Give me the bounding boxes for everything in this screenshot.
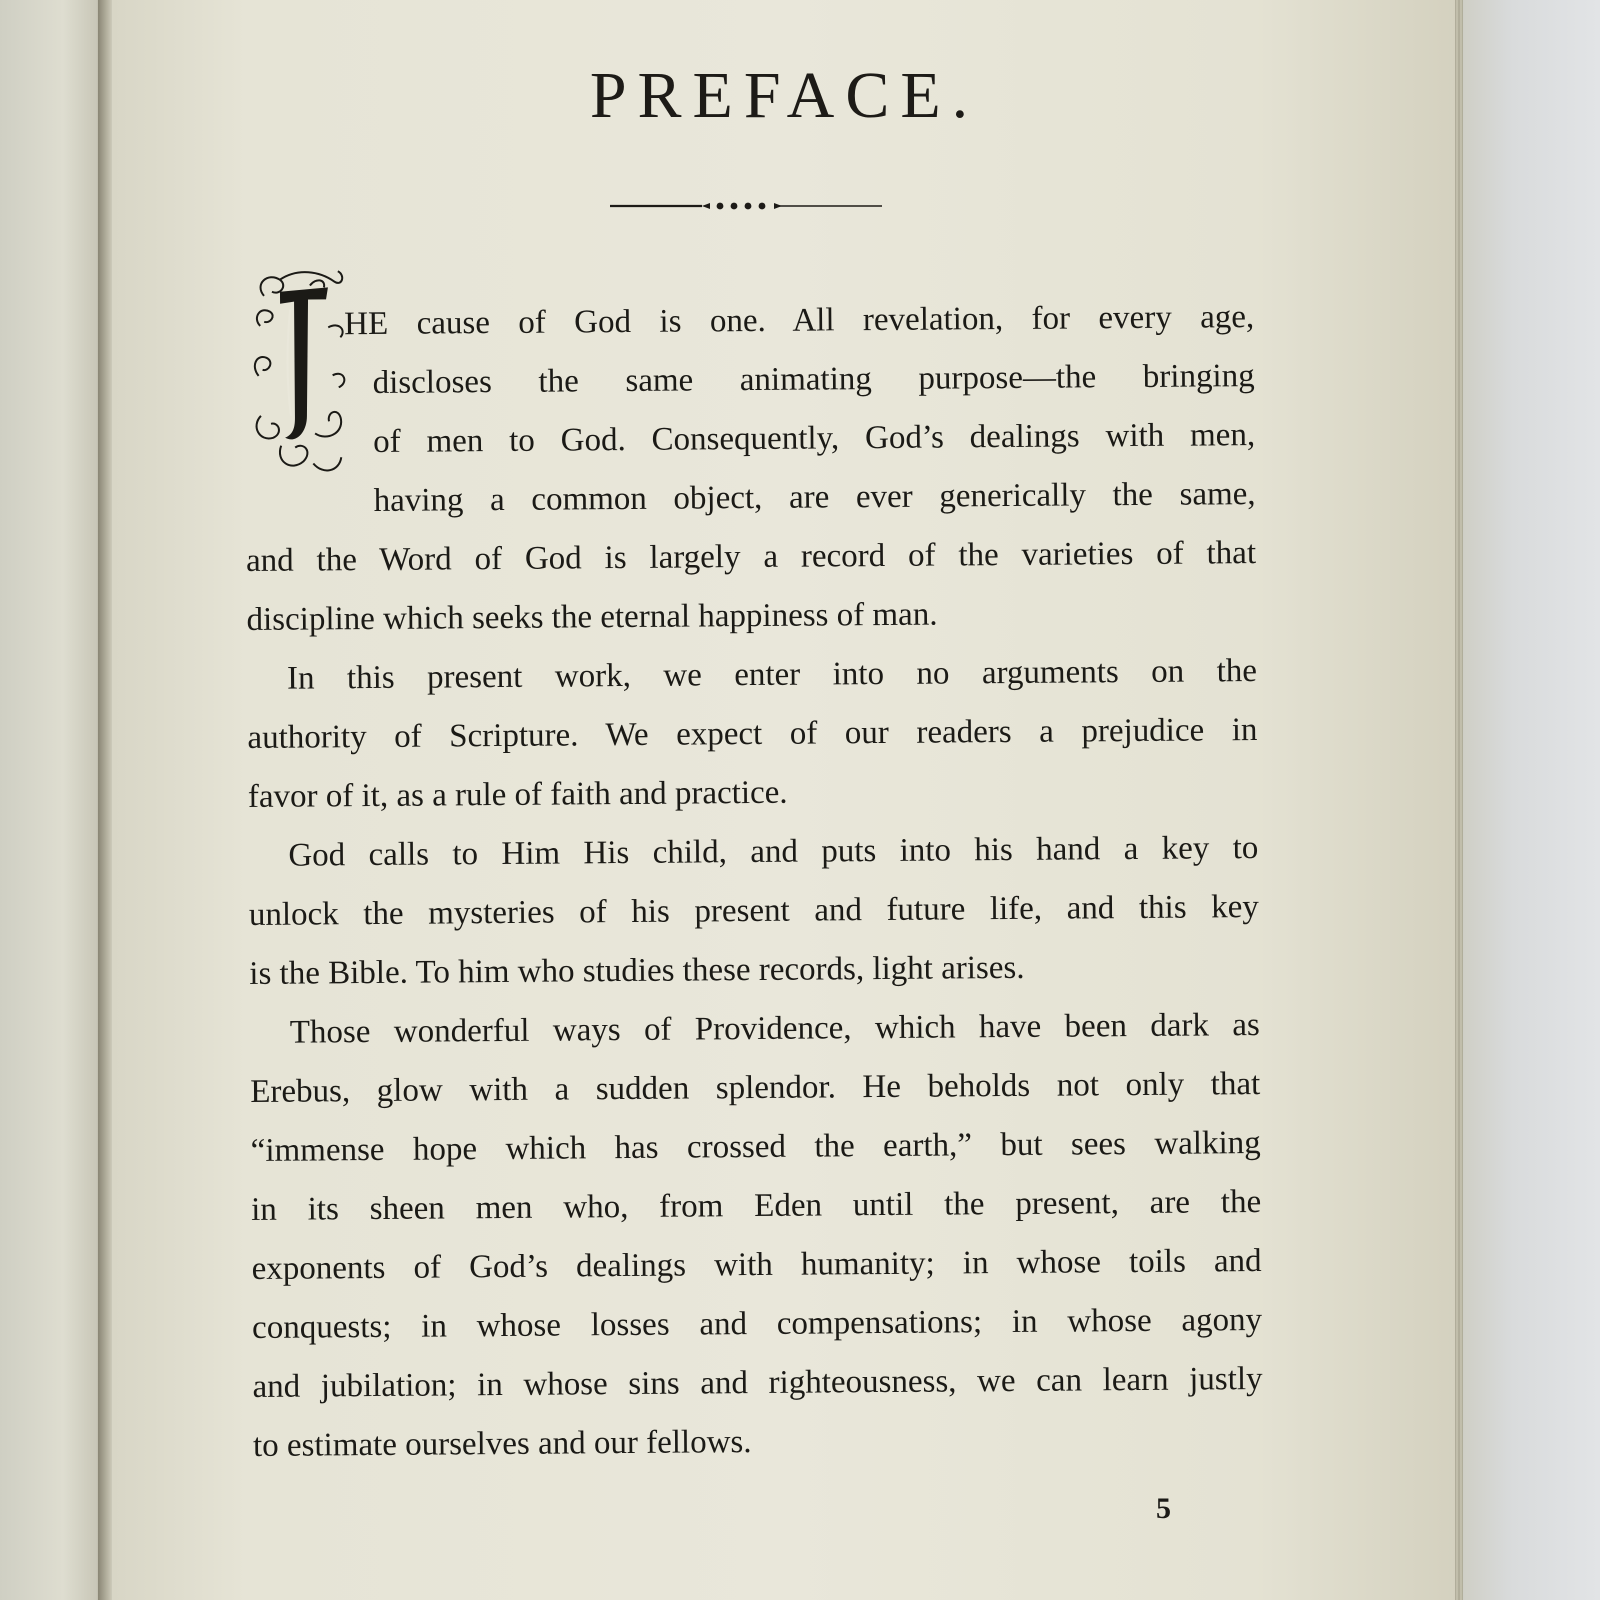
paragraph-2 [247, 642, 1258, 827]
book-page [112, 0, 1457, 1600]
paragraph-line: and the Word of God is largely a record of the varieties of that [245, 535, 1257, 579]
paragraph-line: discipline which seeks the eternal happiness of man. [246, 596, 938, 638]
paragraph-line: conquests; in whose losses and compensations; in whose agony [251, 1302, 1263, 1346]
paragraph-line: in its sheen men who, from Eden until the present, are the [251, 1184, 1262, 1228]
page-stack-edge [1455, 0, 1600, 1600]
paragraph-1 [244, 288, 1257, 650]
paragraph-line: and jubilation; in whose sins and righteousness, we can learn justly [252, 1361, 1263, 1405]
paragraph-line: unlock the mysteries of his present and future life, and this key [248, 889, 1259, 933]
page-title: PREFACE. [589, 59, 980, 132]
paragraph-line: “immense hope which has crossed the earth,” but sees walking [250, 1125, 1261, 1169]
paragraph-line: Erebus, glow with a sudden splendor. He beholds not only that [250, 1066, 1261, 1110]
preface-text [244, 288, 1263, 1476]
paragraph-line: In this present work, we enter into no arguments on the [286, 653, 1258, 697]
paragraph-line: to estimate ourselves and our fellows. [252, 1424, 752, 1464]
paragraph-line: HE cause of God is one. All revelation, for every age, [344, 299, 1255, 343]
page-stack-lines [1455, 0, 1463, 1600]
paragraph-line: of men to God. Consequently, God’s dealings with men, [373, 417, 1256, 460]
paragraph-line: discloses the same animating purpose—the bringing [372, 358, 1255, 401]
paragraph-3 [248, 819, 1259, 1004]
title-ornament-rule [610, 196, 882, 216]
paragraph-line: is the Bible. To him who studies these records, light arises. [249, 949, 1025, 992]
paragraph-line: authority of Scripture. We expect of our readers a prejudice in [247, 712, 1258, 756]
paragraph-line: having a common object, are ever generically the same, [373, 476, 1256, 519]
facing-page-edge [0, 0, 105, 1600]
paragraph-line: Those wonderful ways of Providence, which have been dark as [289, 1007, 1260, 1051]
paragraph-line: God calls to Him His child, and puts into his hand a key to [288, 830, 1259, 874]
page-number: 5 [1156, 1492, 1171, 1525]
ornamental-drop-cap [250, 265, 352, 486]
paragraph-4 [250, 996, 1264, 1476]
paragraph-line: favor of it, as a rule of faith and practice. [247, 774, 788, 815]
paragraph-line: exponents of God’s dealings with humanity; in whose toils and [251, 1243, 1262, 1287]
